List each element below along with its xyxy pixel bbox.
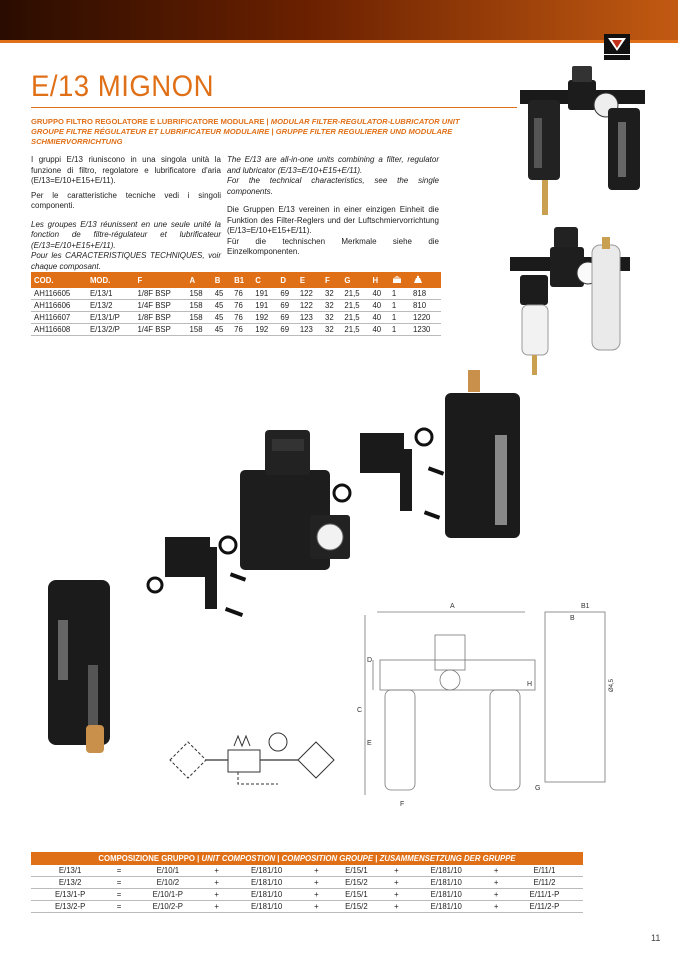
dim-label-g: G xyxy=(535,785,541,792)
text-de-2: Für die technischen Merkmale siehe die Einzelkomponenten. xyxy=(227,236,439,256)
subtitle-it: GRUPPO FILTRO REGOLATORE E LUBRIFICATORE MODULARE xyxy=(31,117,265,126)
table-cell: E/15/1 xyxy=(326,889,386,901)
composition-table-row xyxy=(31,877,583,889)
table-cell: = xyxy=(109,901,128,913)
text-en-2: For the technical characteristics, see the single components. xyxy=(227,176,439,196)
table-cell: E/13/2/P xyxy=(87,324,135,336)
table-cell: 158 xyxy=(187,312,212,324)
table-cell: + xyxy=(207,889,226,901)
top-banner xyxy=(0,0,678,40)
composition-table xyxy=(31,852,583,913)
table-cell: 1 xyxy=(389,324,410,336)
table-cell: E/10/2-P xyxy=(129,901,207,913)
table-cell: + xyxy=(486,901,505,913)
table-cell: E/15/1 xyxy=(326,865,386,877)
table-cell: + xyxy=(486,889,505,901)
spec-table-row xyxy=(31,288,441,300)
table-cell: AH116606 xyxy=(31,300,87,312)
table-cell: E/11/1-P xyxy=(506,889,583,901)
table-cell: E/181/10 xyxy=(226,889,306,901)
table-cell: 32 xyxy=(322,300,341,312)
subtitle: GRUPPO FILTRO REGOLATORE E LUBRIFICATORE MODULARE | MODULAR FILTER-REGULATOR-LUBRICATOR UNIT GROUPE FILTRE RÉGULATEUR ET LUBRIFICATEUR MODULAIRE | GRUPPE FILTER REGULIERER UND MODULARE SCHMIERVORRICHTUNG xyxy=(31,117,460,146)
text-fr-2: Pour les CARACTERISTIQUES TECHNIQUES, voir chaque composant. xyxy=(31,251,221,271)
subtitle-en: MODULAR FILTER-REGULATOR-LUBRICATOR UNIT xyxy=(270,117,460,126)
table-cell: 810 xyxy=(410,300,441,312)
table-cell: + xyxy=(307,889,326,901)
table-cell: 32 xyxy=(322,288,341,300)
pneumatic-symbol xyxy=(168,722,336,792)
table-cell: 158 xyxy=(187,300,212,312)
composition-table-row xyxy=(31,865,583,877)
table-cell: 1220 xyxy=(410,312,441,324)
table-cell: E/13/1/P xyxy=(87,312,135,324)
table-cell: E/13/2 xyxy=(31,877,109,889)
table-cell: 32 xyxy=(322,312,341,324)
composition-header: COMPOSIZIONE GRUPPO | UNIT COMPOSTION | COMPOSITION GROUPE | ZUSAMMENSETZUNG DER GRUPPE xyxy=(31,852,583,865)
table-cell: E/181/10 xyxy=(406,889,486,901)
table-cell: 69 xyxy=(277,312,296,324)
table-cell: 40 xyxy=(369,288,388,300)
table-cell: 1 xyxy=(389,300,410,312)
table-cell: 158 xyxy=(187,288,212,300)
table-cell: 45 xyxy=(212,324,231,336)
table-cell: E/11/1 xyxy=(506,865,583,877)
table-cell: E/181/10 xyxy=(226,901,306,913)
table-cell: 76 xyxy=(231,312,252,324)
product-photo-unit-2 xyxy=(510,225,635,377)
table-cell: + xyxy=(387,877,406,889)
table-cell: 45 xyxy=(212,288,231,300)
dim-label-f: F xyxy=(400,801,405,808)
top-accent-line xyxy=(0,40,678,43)
table-cell: E/15/2 xyxy=(326,901,386,913)
product-photo-unit-1 xyxy=(520,60,645,218)
spec-table-row xyxy=(31,324,441,336)
table-cell: E/181/10 xyxy=(226,865,306,877)
table-cell: 1 xyxy=(389,288,410,300)
table-cell: E/15/2 xyxy=(326,877,386,889)
technical-drawing xyxy=(355,600,630,810)
weight-icon xyxy=(410,272,441,288)
table-cell: 21,5 xyxy=(341,312,369,324)
table-cell: 40 xyxy=(369,312,388,324)
table-cell: E/10/1-P xyxy=(129,889,207,901)
table-cell: AH116608 xyxy=(31,324,87,336)
table-cell: E/10/2 xyxy=(129,877,207,889)
table-cell: + xyxy=(207,877,226,889)
table-cell: + xyxy=(486,877,505,889)
table-cell: 1/4F BSP xyxy=(134,300,186,312)
table-cell: E/10/1 xyxy=(129,865,207,877)
dim-label-h: H xyxy=(527,681,533,688)
page-title: E/13 MIGNON xyxy=(31,70,214,103)
table-cell: E/13/2 xyxy=(87,300,135,312)
box-icon xyxy=(389,272,410,288)
dim-label-e: E xyxy=(367,740,372,747)
table-cell: AH116605 xyxy=(31,288,87,300)
table-cell: + xyxy=(307,877,326,889)
table-cell: 1230 xyxy=(410,324,441,336)
table-cell: 69 xyxy=(277,324,296,336)
text-fr-1: Les groupes E/13 réunissent en une seule unité la fonction de filtre-régulateur et lubrificateur (E/13=E/10+E15+E/11). xyxy=(31,219,221,250)
table-cell: 45 xyxy=(212,312,231,324)
table-cell: 21,5 xyxy=(341,324,369,336)
table-cell: + xyxy=(207,901,226,913)
table-cell: = xyxy=(109,877,128,889)
dim-label-b: B xyxy=(570,615,575,622)
table-cell: E/181/10 xyxy=(226,877,306,889)
subtitle-de: GRUPPE FILTER REGULIERER UND MODULARE SCHMIERVORRICHTUNG xyxy=(31,127,453,146)
table-cell: 69 xyxy=(277,288,296,300)
subtitle-fr: GROUPE FILTRE RÉGULATEUR ET LUBRIFICATEUR MODULAIRE xyxy=(31,127,270,136)
table-cell: 818 xyxy=(410,288,441,300)
spec-table-row xyxy=(31,312,441,324)
table-cell: 192 xyxy=(252,324,277,336)
table-cell: 123 xyxy=(297,312,322,324)
table-cell: 21,5 xyxy=(341,288,369,300)
table-cell: + xyxy=(387,865,406,877)
table-cell: 1 xyxy=(389,312,410,324)
table-cell: + xyxy=(207,865,226,877)
table-cell: 1/8F BSP xyxy=(134,288,186,300)
table-cell: E/181/10 xyxy=(406,901,486,913)
table-cell: E/13/1-P xyxy=(31,889,109,901)
composition-table-row xyxy=(31,901,583,913)
table-cell: 45 xyxy=(212,300,231,312)
table-cell: 40 xyxy=(369,324,388,336)
table-cell: 1/8F BSP xyxy=(134,312,186,324)
table-cell: 69 xyxy=(277,300,296,312)
table-cell: + xyxy=(307,901,326,913)
description-left xyxy=(31,155,221,276)
spec-table xyxy=(31,272,441,336)
composition-table-row xyxy=(31,889,583,901)
table-cell: E/181/10 xyxy=(406,865,486,877)
table-cell: 192 xyxy=(252,312,277,324)
table-cell: E/181/10 xyxy=(406,877,486,889)
table-cell: 76 xyxy=(231,288,252,300)
description-right xyxy=(227,155,439,262)
table-cell: 40 xyxy=(369,300,388,312)
table-cell: + xyxy=(307,865,326,877)
table-cell: 122 xyxy=(297,288,322,300)
title-underline xyxy=(31,107,517,108)
table-cell: E/11/2 xyxy=(506,877,583,889)
table-cell: 191 xyxy=(252,300,277,312)
table-cell: AH116607 xyxy=(31,312,87,324)
table-cell: 158 xyxy=(187,324,212,336)
text-it-1: I gruppi E/13 riuniscono in una singola unità la funzione di filtro, regolatore e lubrificatore d'aria (E/13=E/10+E15+E/11). xyxy=(31,155,221,185)
table-cell: 123 xyxy=(297,324,322,336)
table-cell: E/13/1 xyxy=(87,288,135,300)
dim-label-b1: B1 xyxy=(581,603,590,610)
table-cell: 21,5 xyxy=(341,300,369,312)
brand-logo-icon xyxy=(602,32,632,62)
table-cell: 76 xyxy=(231,324,252,336)
text-en-1: The E/13 are all-in-one units combining a filter, regulator and lubricator (E/13=E/10+E15+E/11). xyxy=(227,155,439,175)
table-cell: E/13/1 xyxy=(31,865,109,877)
table-cell: + xyxy=(387,901,406,913)
table-cell: 191 xyxy=(252,288,277,300)
spec-header-row: COD. MOD. F A B B1 C D E F G H xyxy=(31,272,441,288)
table-cell: E/11/2-P xyxy=(506,901,583,913)
table-cell: 122 xyxy=(297,300,322,312)
dim-label-d: D xyxy=(367,657,373,664)
table-cell: + xyxy=(486,865,505,877)
spec-table-row xyxy=(31,300,441,312)
page-number: 11 xyxy=(651,933,661,943)
table-cell: = xyxy=(109,889,128,901)
table-cell: + xyxy=(387,889,406,901)
dim-label-a: A xyxy=(450,603,455,610)
table-cell: = xyxy=(109,865,128,877)
text-de-1: Die Gruppen E/13 vereinen in einer einzigen Einheit die Funktion des Filter-Reglers und der Luftschmiervorrichtung (E/13=E/10+E15+E/11). xyxy=(227,205,439,235)
text-it-2: Per le caratteristiche tecniche vedi i singoli componenti. xyxy=(31,190,221,210)
dim-label-hole: Ø4,5 xyxy=(609,678,615,692)
table-cell: 32 xyxy=(322,324,341,336)
table-cell: 1/4F BSP xyxy=(134,324,186,336)
dim-label-c: C xyxy=(357,707,363,714)
table-cell: E/13/2-P xyxy=(31,901,109,913)
table-cell: 76 xyxy=(231,300,252,312)
